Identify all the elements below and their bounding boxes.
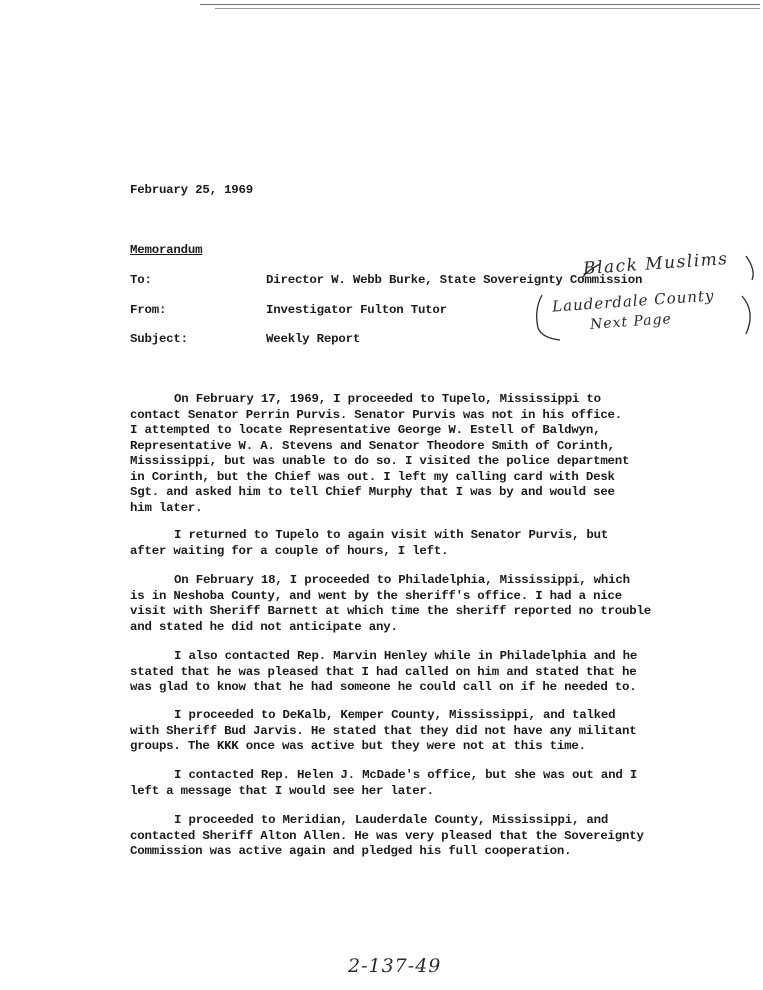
paragraph-line: I returned to Tupelo to again visit with Senator Purvis, but — [174, 528, 609, 542]
handwritten-note-lauderdale-county: Lauderdale County — [551, 286, 715, 316]
paragraph-line: I contacted Rep. Helen J. McDade's office, but she was out and I — [174, 768, 638, 782]
paragraph-line: contact Senator Perrin Purvis. Senator Purvis was not in his office. — [130, 407, 623, 422]
paragraph-line: in Corinth, but the Chief was out. I left my calling card with Desk — [130, 469, 615, 484]
paragraph-line: contacted Sheriff Alton Allen. He was very pleased that the Sovereignty — [130, 828, 644, 843]
paragraph-line: is in Neshoba County, and went by the sheriff's office. I had a nice — [130, 588, 623, 603]
paragraph-line: I attempted to locate Representative George W. Estell of Baldwyn, — [130, 423, 601, 437]
paragraph-line: Representative W. A. Stevens and Senator Theodore Smith of Corinth, — [130, 438, 615, 453]
paragraph-line: was glad to know that he had someone he could call on if he needed to. — [130, 680, 637, 694]
paragraph-line: I also contacted Rep. Marvin Henley while in Philadelphia and he — [174, 649, 638, 663]
paragraph-line: groups. The KKK once was active but they were not at this time. — [130, 739, 586, 753]
paragraph-line: visit with Sheriff Barnett at which time the sheriff reported no trouble — [130, 604, 651, 618]
paragraph-6 — [130, 768, 690, 799]
paragraph-line: I proceeded to Meridian, Lauderdale County, Mississippi, and — [174, 813, 609, 827]
paragraph-1 — [130, 392, 690, 516]
paragraph-line: with Sheriff Bud Jarvis. He stated that they did not have any militant — [130, 723, 637, 738]
from-label: From: — [130, 303, 167, 317]
top-border-line-secondary — [215, 8, 760, 9]
to-value: Director W. Webb Burke, State Sovereignty Commission — [266, 273, 643, 287]
paragraph-line: left a message that I would see her later. — [130, 783, 434, 798]
paragraph-line: On February 18, I proceeded to Philadelphia, Mississippi, which — [174, 573, 630, 587]
paragraph-line: after waiting for a couple of hours, I left. — [130, 543, 449, 558]
handwritten-note-next-page: Next Page — [589, 311, 673, 333]
paragraph-line: Sgt. and asked him to tell Chief Murphy that I was by and would see — [130, 485, 615, 499]
paragraph-3 — [130, 573, 690, 635]
subject-label: Subject: — [130, 332, 188, 346]
paragraph-5 — [130, 708, 690, 755]
from-value: Investigator Fulton Tutor — [266, 303, 447, 317]
memo-heading: Memorandum — [130, 243, 203, 257]
paragraph-4 — [130, 649, 690, 696]
paragraph-line: him later. — [130, 500, 203, 515]
memo-date: February 25, 1969 — [130, 183, 254, 197]
paragraph-2 — [130, 528, 690, 559]
paragraph-line: On February 17, 1969, I proceeded to Tupelo, Mississippi to — [174, 392, 601, 406]
top-border-line — [200, 4, 760, 5]
paragraph-line: and stated he did not anticipate any. — [130, 619, 398, 634]
to-label: To: — [130, 273, 152, 287]
paragraph-7 — [130, 813, 690, 860]
paragraph-line: I proceeded to DeKalb, Kemper County, Mississippi, and talked — [174, 708, 616, 722]
paragraph-line: stated that he was pleased that I had called on him and stated that he — [130, 664, 637, 679]
document-number: 2-137-49 — [348, 955, 442, 977]
handwritten-note-black-muslims: Black Muslims — [582, 248, 730, 280]
subject-value: Weekly Report — [266, 332, 361, 346]
paragraph-line: Commission was active again and pledged his full cooperation. — [130, 844, 572, 858]
paragraph-line: Mississippi, but was unable to do so. I visited the police department — [130, 454, 630, 468]
